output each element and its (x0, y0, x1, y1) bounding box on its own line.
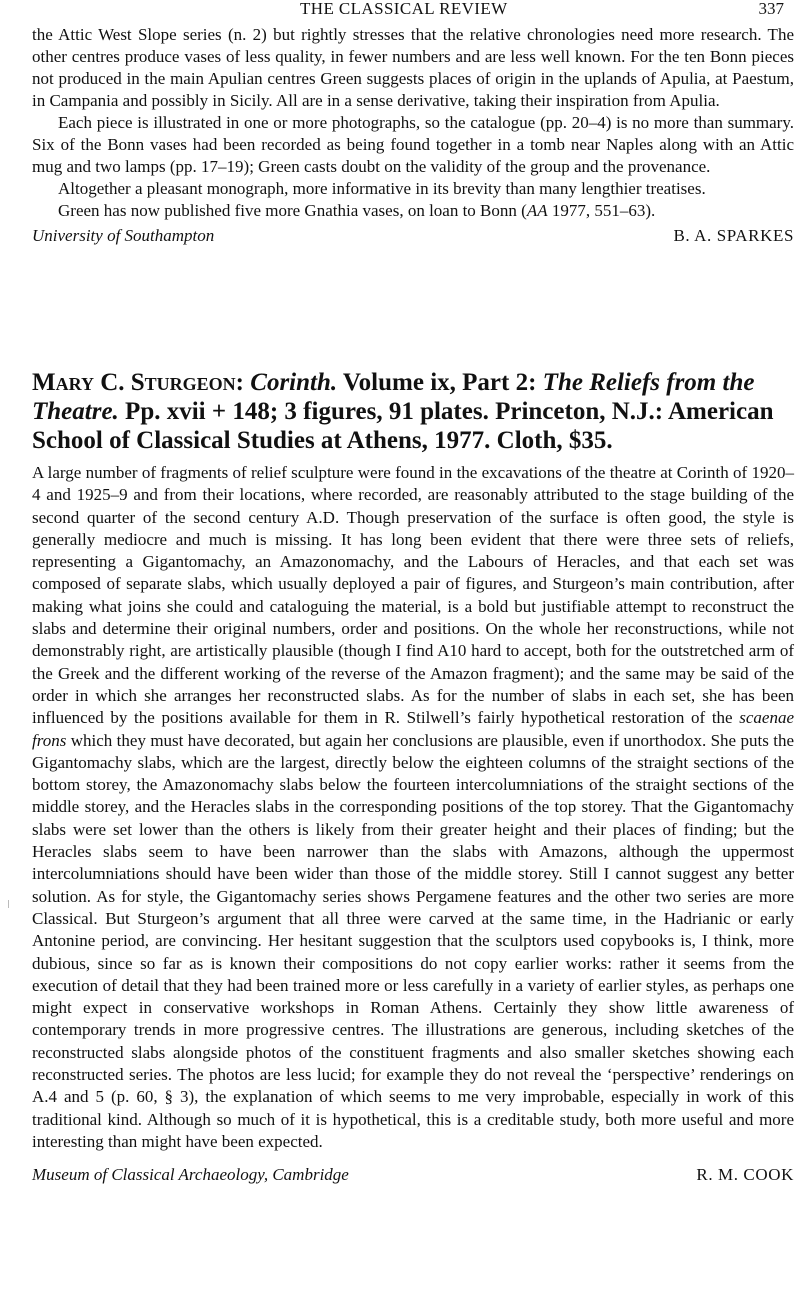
paragraph (32, 462, 794, 1153)
reviewer-signature (32, 226, 794, 248)
paragraph-text: 1977, 551–63). (547, 201, 656, 220)
reviewer-signature (32, 1165, 794, 1187)
paragraph-text: which they must have decorated, but again her conclusions are plausible, even if unorthodox. She puts the Gigantomachy slabs, which are the largest, directly below the eighteen columns of the straight sections of the bottom storey, the Amazonomachy slabs below the fourteen intercolumniations of the straight sections of the middle storey, and the Heracles slabs in the corresponding positions of the top storey. That the Gigantomachy slabs were set lower than the others is likely from their greater height and their places of finding; but the Heracles slabs seem to have been narrower than the slabs with Amazons, although the uppermost intercolumniations should have been wider than those of the middle storey. Still I cannot suggest any better solution. As for style, the Gigantomachy series shows Pergamene features and the other two series are more Classical. But Sturgeon’s argument that all three were carved at the same time, in the Hadrianic or early Antonine period, are convincing. Her hesitant suggestion that the sculptors used copybooks is, I think, more dubious, since so far as is known their compositions do not copy earlier works: rather it seems from the execution of detail that they had been trained more or less carefully in a variety of earlier styles, as perhaps one might expect in conservative workshops in Roman Athens. Certainly they show little awareness of contemporary trends in more progressive centres. The illustrations are generous, including sketches of the reconstructed slabs alongside photos of the constituent fragments and also smaller sketches showing each reconstructed series. The photos are less lucid; for example they do not reveal the ‘perspective’ renderings on A.4 and 5 (p. 60, § 3), the explanation of which seems to me very improbable, especially in work of this traditional kind. Although so much of it is hypothetical, this is a creditable study, both more useful and more interesting than might have been expected. (32, 730, 794, 1151)
book-volume: Volume ix, Part 2: (337, 369, 543, 396)
book-series: Corinth. (250, 369, 338, 396)
paragraph: Altogether a pleasant monograph, more informative in its brevity than many lengthier treatises. (58, 179, 706, 198)
journal-abbreviation: AA (526, 201, 548, 220)
paragraph-text: A large number of fragments of relief sculpture were found in the excavations of the theatre at Corinth of 1920–4 and 1925–9 and from their locations, where recorded, are reasonably attributed to the stage building of the second quarter of the second century A.D. Though preservation of the surface is often good, the style is generally mediocre and much is missing. It has long been evident that there were three sets of reliefs, representing a Gigantomachy, an Amazonomachy, and the Labours of Heracles, and that each set was composed of separate slabs, which usually deployed a pair of figures, and Sturgeon’s main contribution, after making what joins she could and cataloguing the material, is a bold but justifiable attempt to reconstruct the slabs and determine their original numbers, order and positions. On the whole her reconstructions, while not demonstrably right, are artistically plausible (though I find A10 hard to accept, both for the outstretched arm of the Greek and the different working of the reverse of the Amazon fragment); and the same may be said of the order in which she arranges her reconstructed slabs. As for the number of slabs in each set, she has been influenced by the positions available for them in R. Stilwell’s fairly hypothetical restoration of the (32, 463, 794, 728)
book-title: The Reliefs from the Theatre. (32, 369, 755, 425)
paragraph: Each piece is illustrated in one or more photographs, so the catalogue (pp. 20–4) is no more than summary. Six of the Bonn vases had been recorded as being found together in a tomb near Naples along with an Attic mug and two lamps (pp. 17–19); Green casts doubt on the validity of the group and the provenance. (32, 113, 794, 176)
book-author: Mary C. Sturgeon: (32, 369, 245, 396)
reviewer-affiliation: University of Southampton (32, 226, 215, 245)
review-continuation (32, 24, 794, 248)
page-number: 337 (758, 0, 784, 18)
reviewer-name: B. A. SPARKES (673, 226, 794, 245)
running-head (32, 0, 790, 20)
paragraph: the Attic West Slope series (n. 2) but rightly stresses that the relative chronologies need more research. The other centres produce vases of less quality, in fewer numbers and are less well known. For the ten Bonn pieces not produced in the main Apulian centres Green suggests places of origin in the uplands of Apulia, at Paestum, in Campania and possibly in Sicily. All are in a sense derivative, taking their inspiration from Apulia. (32, 25, 794, 110)
review-heading (32, 368, 794, 455)
book-details: Pp. xvii + 148; 3 figures, 91 plates. Princeton, N.J.: American School of Classical Studies at Athens, 1977. Cloth, $35. (32, 398, 774, 454)
paragraph-text: Green has now published five more Gnathia vases, on loan to Bonn ( (58, 201, 527, 220)
reviewer-name: R. M. COOK (696, 1165, 794, 1185)
reviewer-affiliation: Museum of Classical Archaeology, Cambridge (32, 1165, 349, 1185)
paragraph (32, 200, 794, 222)
journal-title: THE CLASSICAL REVIEW (300, 0, 508, 18)
scan-mark (8, 900, 9, 908)
review-body (32, 462, 794, 1187)
latin-term: scaenae frons (32, 708, 794, 750)
